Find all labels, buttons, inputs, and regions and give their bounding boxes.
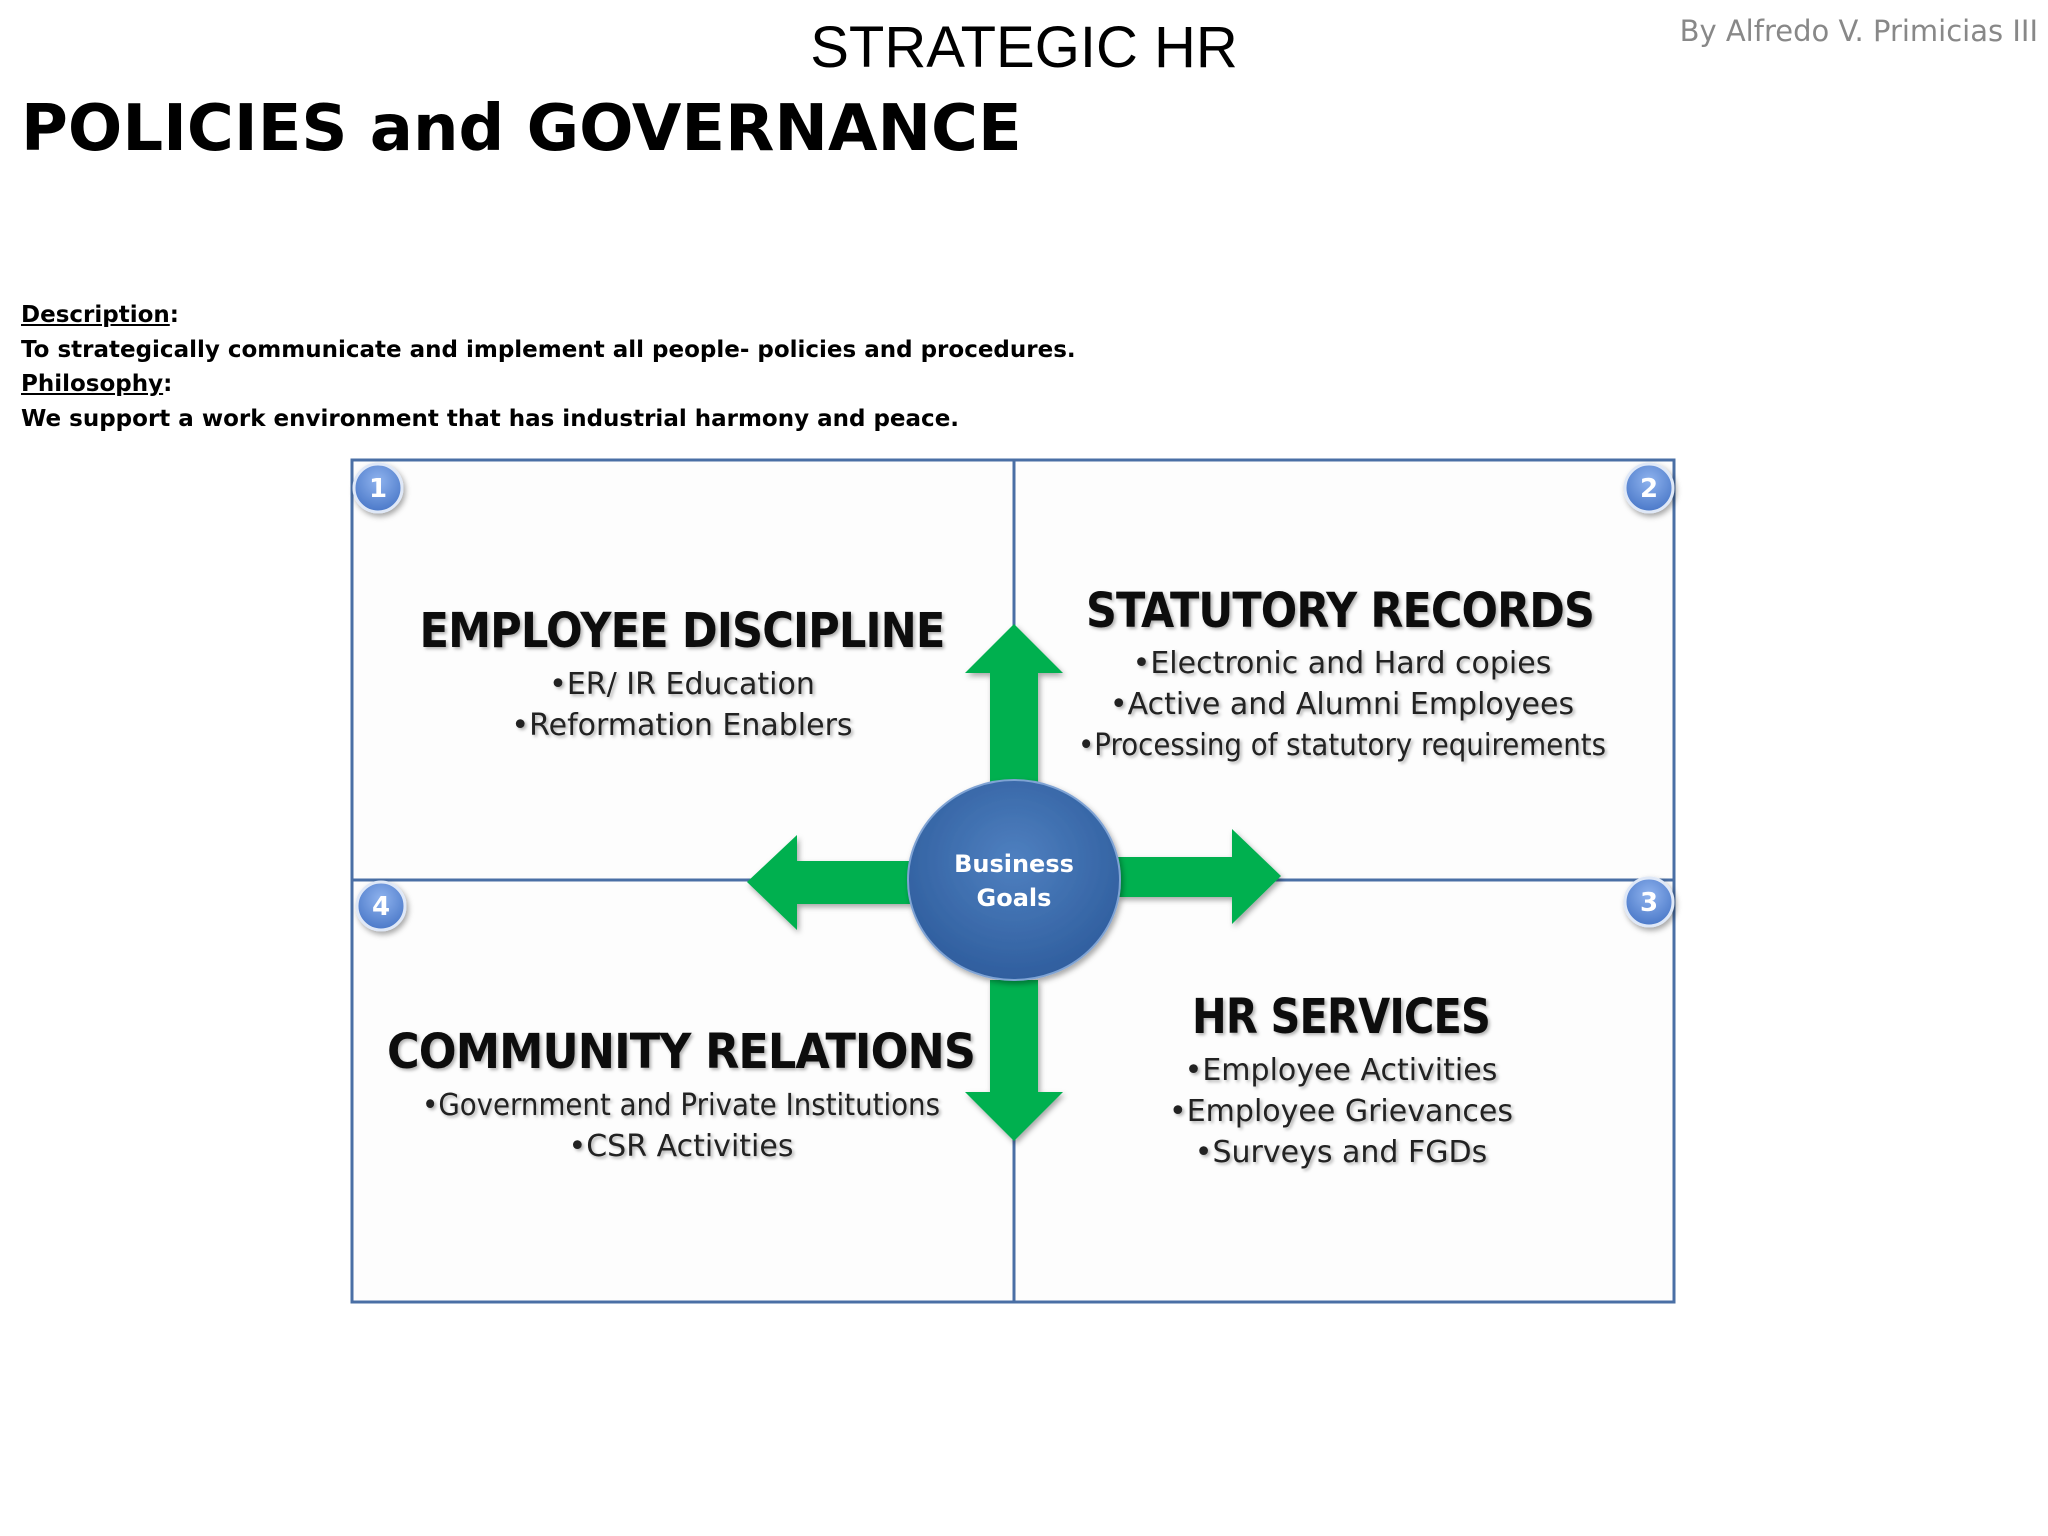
quadrant-3-item: •Employee Grievances bbox=[1169, 1094, 1513, 1129]
author-credit: By Alfredo V. Primicias III bbox=[1679, 14, 2038, 48]
quadrant-2-item: •Active and Alumni Employees bbox=[1109, 687, 1575, 722]
quadrant-2-title: STATUTORY RECORDS bbox=[1086, 583, 1594, 639]
badge-2-number: 2 bbox=[1639, 474, 1659, 504]
quadrant-1-title: EMPLOYEE DISCIPLINE bbox=[419, 603, 945, 659]
badge-1-number: 1 bbox=[368, 474, 388, 504]
badge-4-number: 4 bbox=[371, 892, 391, 922]
description-heading: Description: bbox=[21, 302, 179, 328]
quadrant-1-item: •ER/ IR Education bbox=[549, 667, 815, 702]
center-label-line1: Business bbox=[954, 850, 1074, 878]
description-text: To strategically communicate and implement all people- policies and procedures. bbox=[21, 336, 1076, 363]
quadrant-hr-services bbox=[1169, 989, 1513, 1170]
quadrant-3-title: HR SERVICES bbox=[1192, 989, 1490, 1045]
quadrant-2-item: •Processing of statutory requirements bbox=[1078, 728, 1606, 763]
quadrant-4-item: •Government and Private Institutions bbox=[422, 1088, 940, 1123]
slide-top-title: STRATEGIC HR bbox=[810, 15, 1238, 80]
quadrant-4-item: •CSR Activities bbox=[568, 1129, 794, 1164]
page-title: POLICIES and GOVERNANCE bbox=[21, 92, 1022, 166]
badge-3-number: 3 bbox=[1639, 888, 1659, 918]
philosophy-heading: Philosophy: bbox=[21, 371, 173, 397]
quadrant-3-item: •Surveys and FGDs bbox=[1194, 1135, 1488, 1170]
quadrant-3-item: •Employee Activities bbox=[1184, 1053, 1498, 1088]
center-label-line2: Goals bbox=[976, 884, 1052, 912]
quadrant-4-title: COMMUNITY RELATIONS bbox=[387, 1024, 975, 1080]
quadrant-1-item: •Reformation Enablers bbox=[511, 708, 853, 743]
philosophy-text: We support a work environment that has industrial harmony and peace. bbox=[21, 405, 960, 432]
quadrant-statutory-records bbox=[1078, 583, 1606, 763]
quadrant-2-item: •Electronic and Hard copies bbox=[1132, 646, 1552, 681]
business-goals-circle bbox=[908, 780, 1120, 980]
